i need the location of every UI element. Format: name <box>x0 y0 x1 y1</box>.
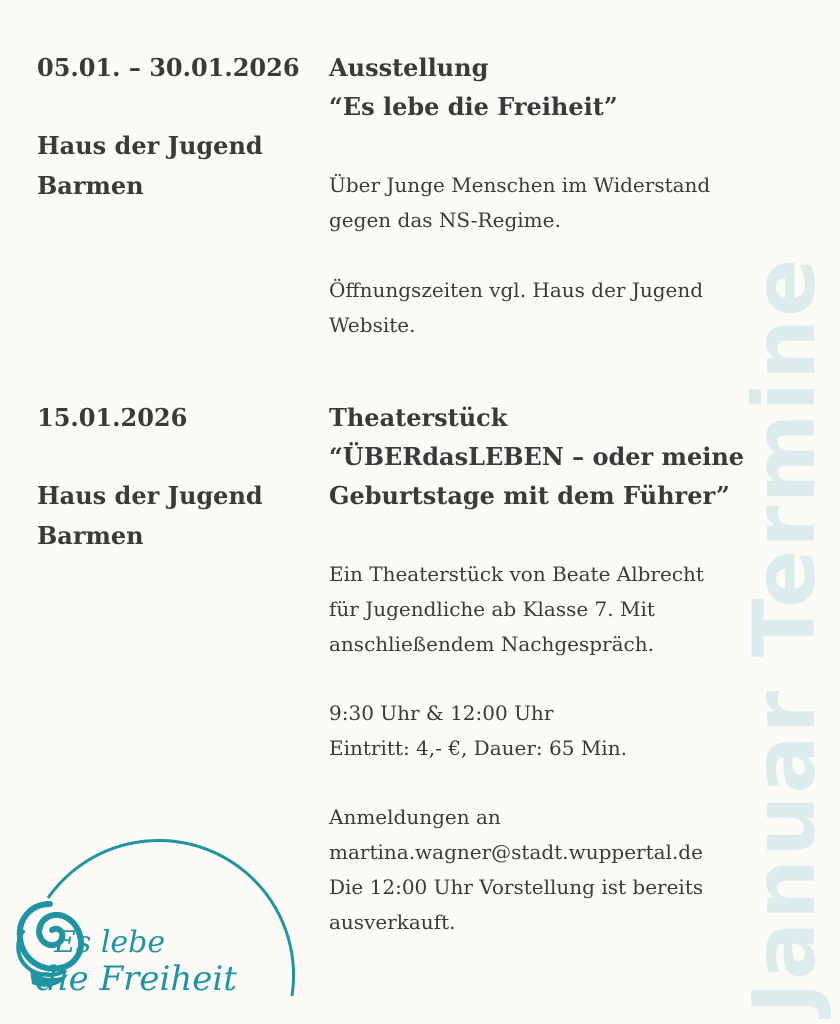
event-2-text-line: für Jugendliche ab Klasse 7. Mit <box>329 597 655 621</box>
event-2-date: 15.01.2026 <box>37 403 188 432</box>
event-2-location-line: Haus der Jugend <box>37 481 263 510</box>
event-2-text-line: 9:30 Uhr & 12:00 Uhr <box>329 701 554 725</box>
event-2-location-line: Barmen <box>37 521 144 550</box>
event-1-location <box>37 126 263 206</box>
event-2-text-line: ausverkauft. <box>329 910 456 934</box>
event-2-times-price <box>329 696 627 766</box>
event-2-description <box>329 557 704 662</box>
event-2-text-line: Die 12:00 Uhr Vorstellung ist bereits <box>329 875 704 899</box>
event-1-text-line: Über Junge Menschen im Widerstand <box>329 173 711 197</box>
event-1-opening-hours <box>329 273 703 343</box>
event-2-text-line: Eintritt: 4,- €, Dauer: 65 Min. <box>329 736 627 760</box>
event-1-location-line: Barmen <box>37 171 144 200</box>
event-1-text-line: Öffnungszeiten vgl. Haus der Jugend <box>329 278 704 302</box>
event-2-title <box>329 398 744 515</box>
event-2-location <box>37 476 263 556</box>
event-1-description <box>329 168 710 238</box>
event-2-email: martina.wagner@stadt.wuppertal.de <box>329 840 703 864</box>
event-2-registration <box>329 800 703 940</box>
event-1-title-line: “Es lebe die Freiheit” <box>329 92 618 121</box>
logo-text-line2: die Freiheit <box>36 959 237 999</box>
logo-text-line1: Es lebe <box>54 925 166 960</box>
event-1-title-line: Ausstellung <box>329 53 489 82</box>
event-1-location-line: Haus der Jugend <box>37 131 263 160</box>
event-1-title <box>329 48 618 126</box>
event-2-text-line: Anmeldungen an <box>329 805 501 829</box>
event-1-text-line: Website. <box>329 313 416 337</box>
event-2-text-line: Ein Theaterstück von Beate Albrecht <box>329 562 704 586</box>
event-2-title-line: Theaterstück <box>329 403 508 432</box>
event-1-date: 05.01. – 30.01.2026 <box>37 53 300 82</box>
event-2-title-line: “ÜBERdasLEBEN – oder meine <box>329 442 745 471</box>
es-lebe-die-freiheit-logo <box>10 820 310 1020</box>
event-2-text-line: anschließendem Nachgespräch. <box>329 632 654 656</box>
side-heading: Januar Termine <box>735 256 835 1014</box>
event-1-text-line: gegen das NS-Regime. <box>329 208 561 232</box>
event-2-title-line: Geburtstage mit dem Führer” <box>329 481 730 510</box>
